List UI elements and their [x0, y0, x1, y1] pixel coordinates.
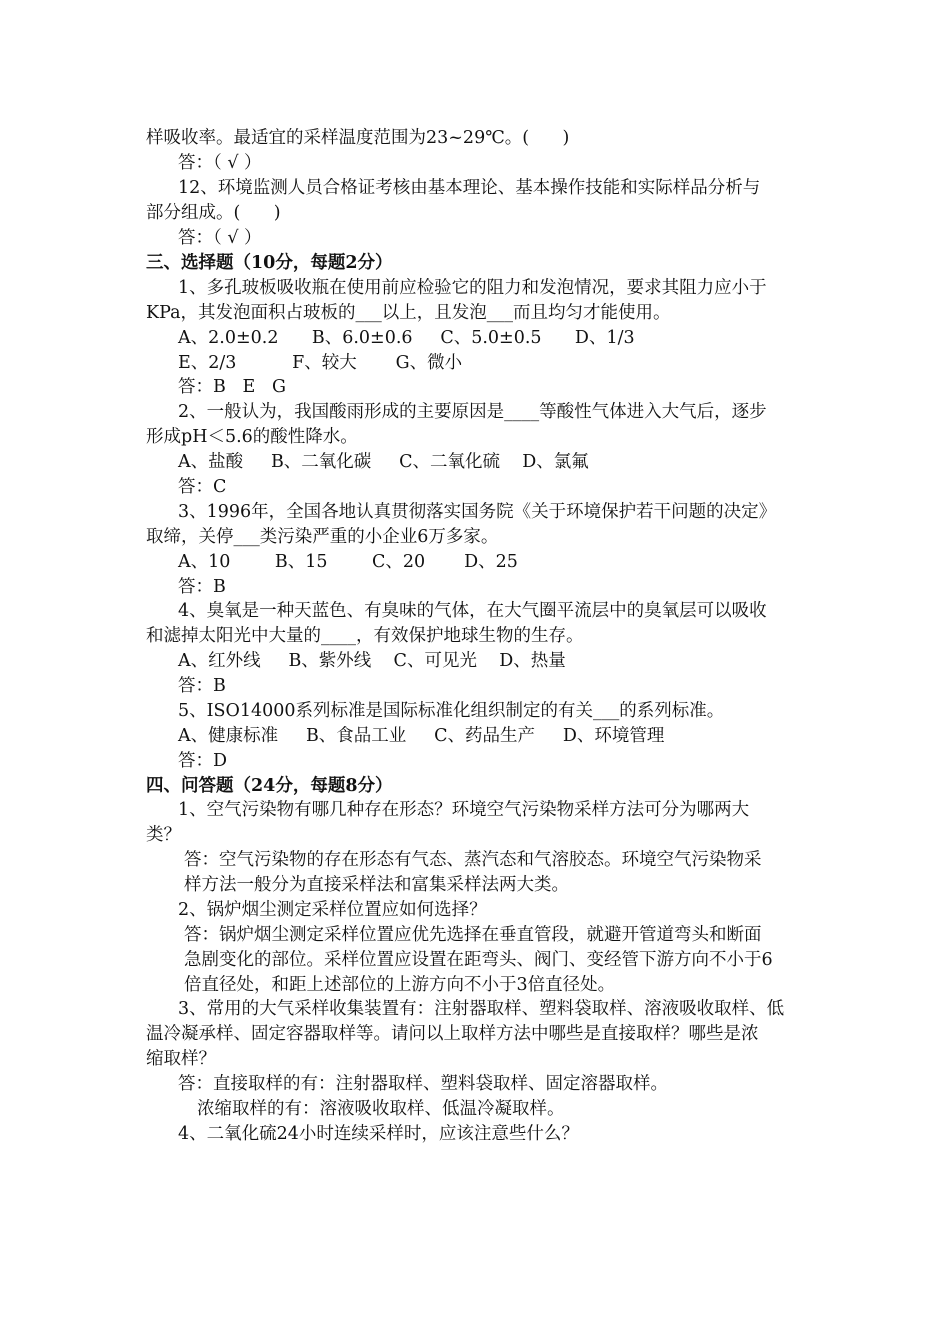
answer-line: 答：B — [178, 577, 226, 597]
option-line: A、红外线 B、紫外线 C、可见光 D、热量 — [178, 651, 566, 671]
question-line: 3、常用的大气采样收集装置有：注射器取样、塑料袋取样、溶液吸收取样、低 — [178, 999, 785, 1019]
question-line: 5、ISO14000系列标准是国际标准化组织制定的有关___的系列标准。 — [178, 701, 725, 721]
text-line: 部分组成。( ) — [146, 203, 281, 223]
answer-line: 答：C — [178, 477, 227, 497]
text-line: 样吸收率。最适宜的采样温度范围为23~29℃。( ) — [146, 128, 570, 148]
question-line: 2、一般认为，我国酸雨形成的主要原因是____等酸性气体进入大气后，逐步 — [178, 402, 767, 422]
text-line: 和滤掉太阳光中大量的____，有效保护地球生物的生存。 — [146, 626, 584, 646]
answer-line: 答：空气污染物的存在形态有气态、蒸汽态和气溶胶态。环境空气污染物采 — [184, 850, 762, 870]
question-line: 1、多孔玻板吸收瓶在使用前应检验它的阻力和发泡情况，要求其阻力应小于 — [178, 278, 767, 298]
text-line: 缩取样？ — [146, 1049, 216, 1069]
answer-line: 答：锅炉烟尘测定采样位置应优先选择在垂直管段，就避开管道弯头和断面 — [184, 925, 762, 945]
text-line: 急剧变化的部位。采样位置应设置在距弯头、阀门、变经管下游方向不小于6 — [184, 950, 773, 970]
answer-line: 答：直接取样的有：注射器取样、塑料袋取样、固定溶器取样。 — [178, 1074, 668, 1094]
text-line: 取缔，关停___类污染严重的小企业6万多家。 — [146, 527, 499, 547]
option-line: A、2.0±0.2 B、6.0±0.6 C、5.0±0.5 D、1/3 — [178, 328, 635, 348]
answer-line: 答：B — [178, 676, 226, 696]
text-line: 样方法一般分为直接采样法和富集采样法两大类。 — [184, 875, 569, 895]
answer-line: 答：B E G — [178, 377, 286, 397]
question-line: 2、锅炉烟尘测定采样位置应如何选择？ — [178, 900, 487, 920]
question-line: 12、环境监测人员合格证考核由基本理论、基本操作技能和实际样品分析与 — [178, 178, 761, 198]
text-line: 类？ — [146, 825, 181, 845]
section-heading: 四、问答题（24分，每题8分） — [146, 776, 393, 796]
option-line: A、健康标准 B、食品工业 C、药品生产 D、环境管理 — [178, 726, 665, 746]
text-line: KPa，其发泡面积占玻板的___以上，且发泡___而且均匀才能使用。 — [146, 303, 671, 323]
answer-line: 答：（ √ ） — [178, 228, 262, 248]
option-line: A、10 B、15 C、20 D、25 — [178, 552, 518, 572]
section-heading: 三、选择题（10分，每题2分） — [146, 253, 393, 273]
text-line: 倍直径处，和距上述部位的上游方向不小于3倍直径处。 — [184, 975, 616, 995]
answer-line: 浓缩取样的有：溶液吸收取样、低温冷凝取样。 — [197, 1099, 565, 1119]
question-line: 3、1996年，全国各地认真贯彻落实国务院《关于环境保护若干问题的决定》 — [178, 502, 777, 522]
question-line: 1、空气污染物有哪几种存在形态？环境空气污染物采样方法可分为哪两大 — [178, 800, 750, 820]
answer-line: 答：（ √ ） — [178, 153, 262, 173]
text-line: 形成pH＜5.6的酸性降水。 — [146, 427, 358, 447]
question-line: 4、二氧化硫24小时连续采样时，应该注意些什么？ — [178, 1124, 579, 1144]
answer-line: 答：D — [178, 751, 228, 771]
option-line: A、盐酸 B、二氧化碳 C、二氧化硫 D、氯氟 — [178, 452, 589, 472]
option-line: E、2/3 F、较大 G、微小 — [178, 353, 463, 373]
text-line: 温冷凝承样、固定容器取样等。请问以上取样方法中哪些是直接取样？哪些是浓 — [146, 1024, 759, 1044]
question-line: 4、臭氧是一种天蓝色、有臭味的气体，在大气圈平流层中的臭氧层可以吸收 — [178, 601, 767, 621]
